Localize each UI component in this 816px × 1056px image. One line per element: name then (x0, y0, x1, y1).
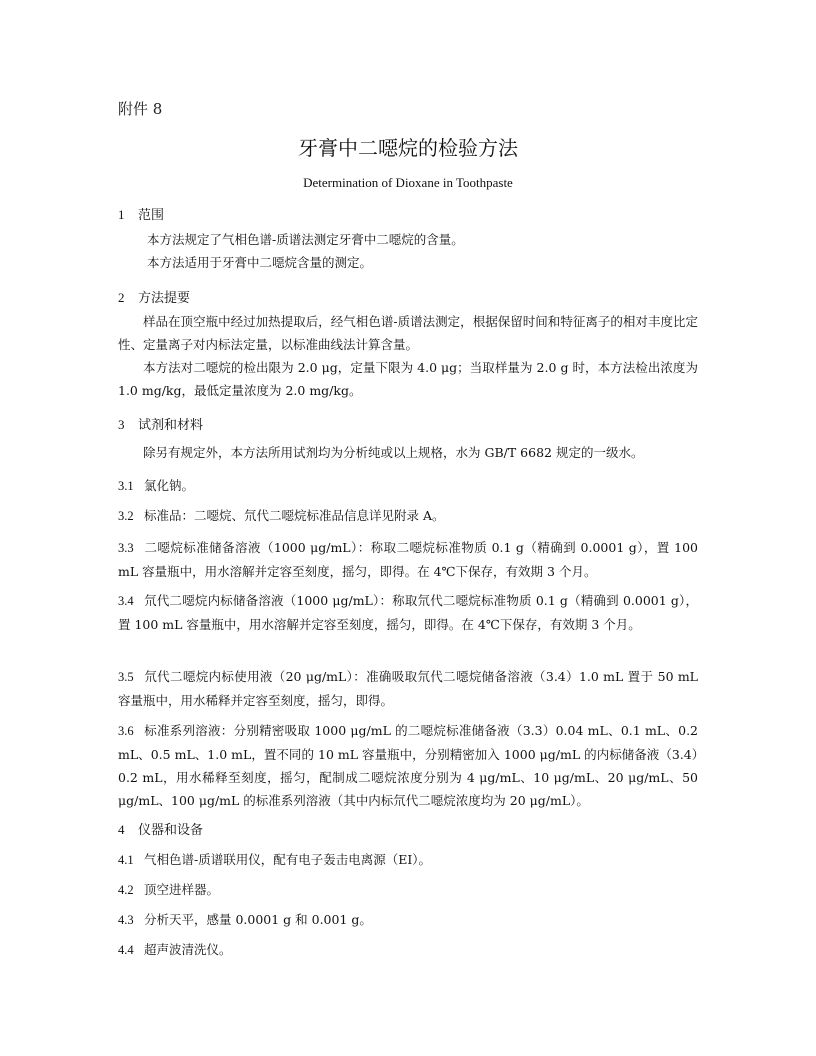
item-text: 超声波清洗仪。 (144, 942, 232, 957)
item-3-6 (118, 719, 698, 812)
item-text: 氘代二噁烷内标储备溶液（1000 μg/mL）：称取氘代二噁烷标准物质 0.1 g（精确到 0.0001 g），置 100 mL 容量瓶中，用水溶解并定容至刻度，摇匀，即得。在 4℃下保存，有效期 3 个月。 (118, 593, 698, 632)
section-number: 3 (118, 417, 125, 432)
item-number: 3.4 (118, 594, 134, 608)
section-title: 试剂和材料 (138, 418, 204, 433)
section-2-para-1: 样品在顶空瓶中经过加热提取后，经气相色谱-质谱法测定，根据保留时间和特征离子的相对丰度比定性、定量离子对内标法定量，以标准曲线法计算含量。 (118, 314, 698, 352)
item-3-2 (118, 504, 698, 528)
item-text: 分析天平，感量 0.0001 g 和 0.001 g。 (144, 912, 372, 927)
item-4-2 (118, 878, 698, 902)
item-text: 顶空进样器。 (144, 882, 220, 897)
item-number: 4.1 (118, 853, 134, 867)
section-number: 4 (118, 822, 125, 837)
section-1-para-2: 本方法适用于牙膏中二噁烷含量的测定。 (147, 255, 373, 270)
item-number: 3.2 (118, 509, 134, 523)
item-text: 标准系列溶液：分别精密吸取 1000 μg/mL 的二噁烷标准储备液（3.3）0.04 mL、0.1 mL、0.2 mL、0.5 mL、1.0 mL，置不同的 10 mL 容量瓶中，分别精密加入 1000 μg/mL 的内标储备液（3.4）0.2 mL，用水稀释至刻度，摇匀，配制成二噁烷浓度分别为 4 μg/mL、10 μg/mL、20 μg/mL、50 μg/mL、100 μg/mL 的标准系列溶液（其中内标氘代二噁烷浓度均为 20 μg/mL）。 (118, 723, 698, 808)
item-3-4 (118, 589, 698, 636)
item-4-3 (118, 908, 698, 932)
section-number: 1 (118, 207, 125, 222)
item-text: 标准品：二噁烷、氘代二噁烷标准品信息详见附录 A。 (144, 508, 445, 523)
item-number: 3.3 (118, 541, 134, 555)
item-4-1 (118, 848, 698, 872)
section-title: 方法提要 (138, 291, 191, 306)
item-text: 二噁烷标准储备溶液（1000 μg/mL）：称取二噁烷标准物质 0.1 g（精确到 0.0001 g），置 100 mL 容量瓶中，用水溶解并定容至刻度，摇匀，即得。在 4℃下保存，有效期 3 个月。 (118, 540, 698, 579)
section-2-heading (118, 287, 190, 306)
section-title: 范围 (138, 208, 165, 223)
section-1-para-1: 本方法规定了气相色谱-质谱法测定牙膏中二噁烷的含量。 (147, 232, 464, 247)
item-text: 氘代二噁烷内标使用液（20 μg/mL）：准确吸取氘代二噁烷储备溶液（3.4）1.0 mL 置于 50 mL 容量瓶中，用水稀释并定容至刻度，摇匀，即得。 (118, 669, 698, 708)
section-number: 2 (118, 290, 125, 305)
item-number: 4.3 (118, 913, 134, 927)
item-3-5 (118, 665, 698, 712)
document-subtitle: Determination of Dioxane in Toothpaste (303, 175, 513, 190)
section-3-heading (118, 414, 203, 433)
section-title: 仪器和设备 (138, 823, 204, 838)
section-2-para-2: 本方法对二噁烷的检出限为 2.0 μg，定量下限为 4.0 μg；当取样量为 2.0 g 时，本方法检出浓度为 1.0 mg/kg，最低定量浓度为 2.0 mg/kg。 (118, 360, 698, 398)
annex-label: 附件 8 (118, 100, 163, 118)
section-3-para-1: 除另有规定外，本方法所用试剂均为分析纯或以上规格，水为 GB/T 6682 规定的一级水。 (143, 445, 644, 460)
item-number: 3.1 (118, 479, 134, 493)
item-text: 氯化钠。 (144, 478, 195, 493)
section-1-heading (118, 204, 164, 223)
document-title: 牙膏中二噁烷的检验方法 (298, 136, 518, 160)
item-3-1 (118, 474, 698, 498)
item-3-3 (118, 536, 698, 583)
section-4-heading (118, 819, 203, 838)
item-number: 3.6 (118, 724, 134, 738)
item-number: 3.5 (118, 670, 134, 684)
item-number: 4.2 (118, 883, 134, 897)
item-4-4 (118, 938, 698, 962)
item-text: 气相色谱-质谱联用仪，配有电子轰击电离源（EI）。 (144, 852, 432, 867)
item-number: 4.4 (118, 943, 134, 957)
